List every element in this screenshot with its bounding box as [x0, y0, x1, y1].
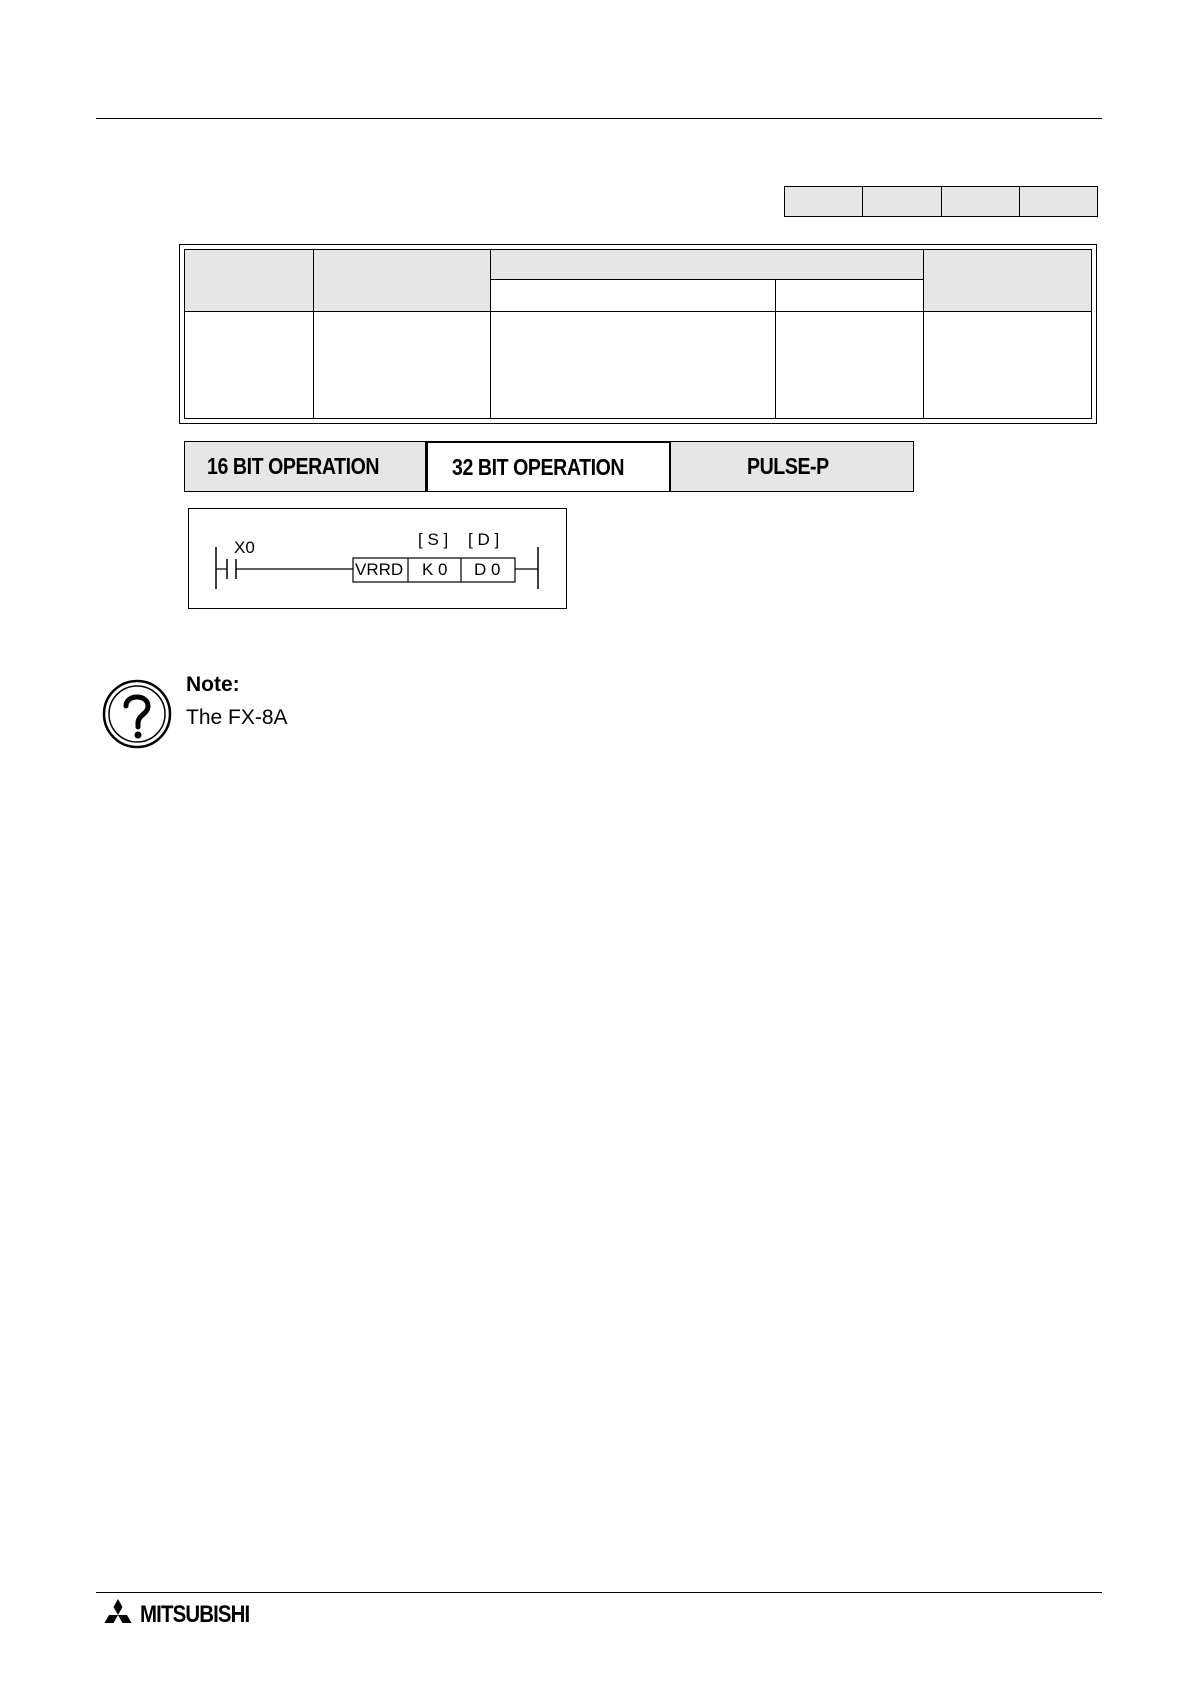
- table-body-col3: [491, 312, 776, 418]
- table-header-col1: [185, 250, 314, 312]
- note-title: Note:: [186, 673, 240, 696]
- table-header-col2: [314, 250, 491, 312]
- bit16-operation-box: [184, 441, 426, 492]
- ladder-lines: [189, 509, 566, 608]
- pulse-operation-label: PULSE-P: [747, 453, 829, 479]
- bit16-operation-label: 16 BIT OPERATION: [207, 453, 380, 479]
- bottom-rule: [96, 1592, 1102, 1593]
- header-box-1: [785, 187, 863, 216]
- contact-label: X0: [234, 538, 255, 557]
- instruction-mnemonic: VRRD: [355, 560, 404, 579]
- header-box-2: [863, 187, 941, 216]
- note-text: The FX-8A: [186, 706, 288, 729]
- operand-d-label: [ D ]: [468, 530, 500, 549]
- ladder-diagram: [188, 508, 567, 609]
- table-header-col-last: [924, 250, 1091, 312]
- destination-operand: D 0: [474, 560, 501, 579]
- table-body-col5: [924, 312, 1091, 418]
- table-header-group: [491, 250, 924, 280]
- operand-s-label: [ S ]: [418, 530, 449, 549]
- main-table: [179, 244, 1097, 424]
- source-operand: K 0: [422, 560, 448, 579]
- question-mark-icon: [102, 679, 172, 749]
- header-box-4: [1020, 187, 1097, 216]
- table-body-col2: [314, 312, 491, 418]
- bit32-operation-label: 32 BIT OPERATION: [452, 454, 625, 480]
- table-body-col4: [776, 312, 924, 418]
- bit32-operation-box: [426, 441, 670, 492]
- table-subheader-a: [491, 280, 776, 312]
- table-subheader-b: [776, 280, 924, 312]
- table-body-col1: [185, 312, 314, 418]
- top-rule: [96, 118, 1102, 119]
- note-icon-wrapper: [102, 679, 172, 749]
- footer-logo: [100, 1598, 269, 1632]
- header-box-3: [942, 187, 1020, 216]
- three-diamonds-icon: [100, 1599, 136, 1631]
- header-box-group: [784, 186, 1098, 217]
- pulse-operation-box: [670, 441, 914, 492]
- footer-brand: MITSUBISHI: [140, 1601, 250, 1628]
